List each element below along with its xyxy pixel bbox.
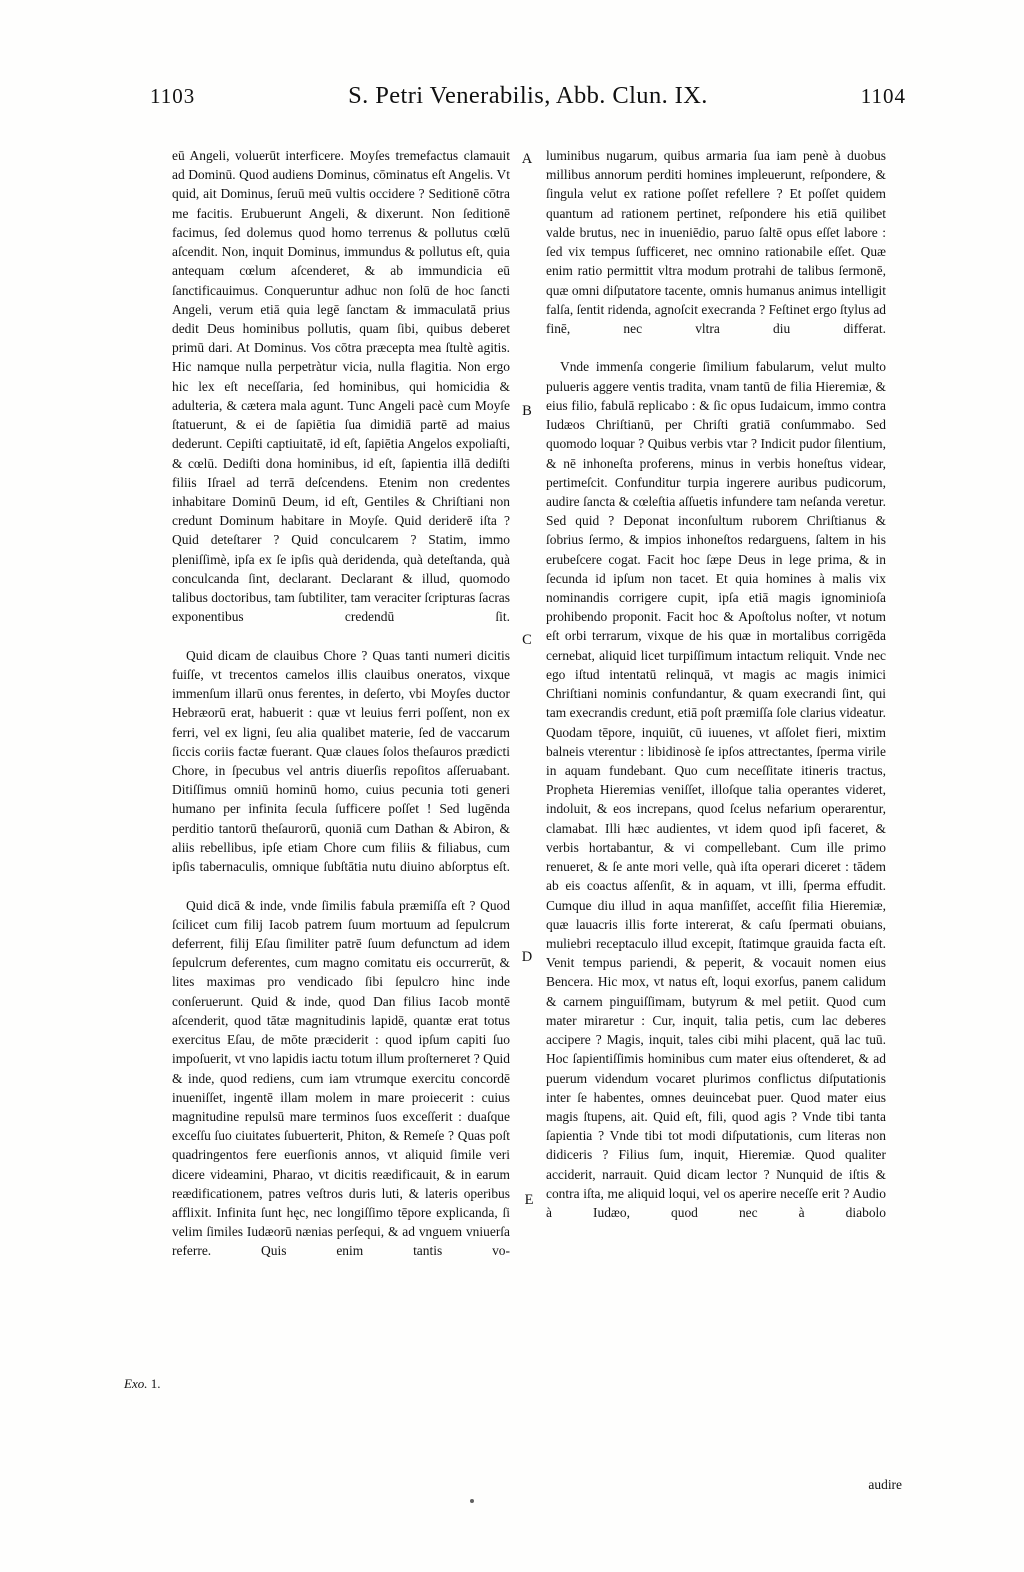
- paragraph: Quid dicā & inde, vnde ſimilis fabula præmiſſa eſt ? Quod ſcilicet cum filij Iacob patrem ſuum mortuum ad ſepulcrum deferrent, filij Eſau ſimiliter patrē ſuum defunctum ad idem ſepulcrum deferentes, cum magno comitatu eis occurrerūt, & lites maximas pro vendicado ſibi ſepulcro hinc inde conſeruerunt. Quid & inde, quod Dan filius Iacob montē aſcenderit, quod tātæ magnitudinis lapidē, quantæ erat totus exercitus Eſau, de mōte præciderit : quod ipſum capiti ſuo impoſuerit, vt vno lapidis iactu totum illum proſterneret ? Quid & inde, quod rediens, cum iam vtrumque exercitu concordē inueniſſet, ingentē illam molem in mare proiecerit : cuius magnitudine repulsū mare terminos ſuos exceſſerit : duaſque exceſſu ſuo ciuitates ſubuerterit, Phiton, & Remeſe ? Quas poſt quadringentos fere euerſionis annos, vt aliquid ſimile veri dicere videamini, Pharao, vt dicitis reædificauit, & in earum reædificationem, patres veſtros duris luti, & lateris operibus afflixit. Infinita ſunt hęc, nec longiſſimo tēpore explicanda, ſi velim ſimiles Iudæorū nænias perſequi, & ad vnguem vniuerſa referre. Quis enim tantis vo-: [172, 897, 510, 1259]
- paragraph: Quid dicam de clauibus Chore ? Quas tanti numeri dicitis fuiſſe, vt trecentos camelos illis clauibus oneratos, vixque immenſum illarū onus ferentes, in deſerto, vbi Moyſes ductor Hebræorū erat, habuerit : quæ vt leuius ferri poſſent, non ex ferri, vel ex ligni, ſeu alia qualibet materie, ſed de vaccarum ſiccis coriis factæ fuerant. Quæ claues ſolos theſauros prædicti Chore, in ſpecubus vel antris diuerſis repoſitos aſſeruabant. Ditiſſimus omniū hominū homo, cuius pecunia toti generi humano per infinita ſecula ſufficere poſſet ! Sed lugēnda perditio tantorū theſaurorū, quoniā cum Dathan & Abiron, & aliis rebellibus, ipſe etiam Chore cum filiis & filiabus, cum ipſis tabernaculis, omnique ſubſtātia nutu diuino abſorptus eſt.: [172, 647, 510, 875]
- running-head: [150, 82, 906, 118]
- catchword: audire: [868, 1477, 902, 1492]
- folio-number-left: 1103: [150, 84, 196, 108]
- margin-reference-number: 1.: [150, 1376, 161, 1391]
- margin-reference: [124, 1377, 160, 1390]
- column-left: [172, 146, 510, 1280]
- page-title: S. Petri Venerabilis, Abb. Clun. IX.: [348, 82, 708, 109]
- section-marker-d: D: [521, 949, 533, 965]
- text-body: [0, 146, 1024, 1466]
- column-right: [546, 146, 886, 1241]
- section-marker-b: B: [522, 403, 532, 419]
- section-marker-a: A: [521, 151, 533, 167]
- section-marker-e: E: [524, 1192, 534, 1208]
- folio-number-right: 1104: [860, 84, 906, 108]
- paragraph: luminibus nugarum, quibus armaria ſua iam penè à duobus millibus annorum perditi homines impleuerunt, reſpondere, & ſingula velut ex ratione poſſet refellere ? Et poſſet quidem quantum ad rationem pertinet, reſpondere his etiā quilibet valde brutus, nec in inueniēdio, paruo ſaltē opus eſſet labore : ſed vix tempus ſufficeret, nec omnino rationabile eſſet. Quæ enim ratio permittit vltra modum protrahi de talibus ſermonē, quæ omni diſputatore tacente, omnis humanus animus intelligit falſa, ſentit ridenda, agnoſcit execranda ? Feſtinet ergo ſtylus ad finē, nec vltra diu differat.: [546, 148, 886, 336]
- section-marker-c: C: [522, 632, 532, 648]
- paragraph: eū Angeli, voluerūt interficere. Moyſes tremefactus clamauit ad Dominū. Quod audiens Dominus, cōminatus eſt Angelis. Vt quid, ait Dominus, ſeruū meū vultis occidere ? Seditionē cōtra me facitis. Erubuerunt Angeli, & dixerunt. Non ſeditionē facimus, ſed dolemus quod homo terrenus & pollutus cœlū aſcendit. Non, inquit Dominus, immundus & pollutus eſt, quia antequam cœlum aſcenderet, & ab immundicia eū ſanctificauimus. Conqueruntur adhuc non ſolū de hoc ſancti Angeli, verum etiā quia legē ſanctam & immaculatā prius dedit Deus hominibus pollutis, quam ſibi, quibus deberet primū dari. At Dominus. Vos cōtra præcepta mea ſtultè agitis. Hic namque nulla perpetràtur vicia, nulla flagitia. Non ergo hic lex eſt neceſſaria, ſed hominibus, qui homicidia & adulteria, & cætera mala agunt. Tunc Angeli pacè cum Moyſe ſtatuerunt, & ei de ſapiētia ſua dimidiā partē ad maius dederunt. Cepiſti captiuitatē, id eſt, ſapiētia Angelos expoliaſti, & cœlū. Dediſti dona hominibus, id eſt, ſapientia illā dediſti filiis Iſrael ad terrā deſcendens. Etenim non credentes inhabitare Dominū Deum, id eſt, Gentiles & Chriſtiani non credunt Dominum habitare in Moyſe. Quid deriderē iſta ? Quid deteſtarer ? Quid conculcarem ? Statim, immo pleniſſimè, ipſa ex ſe ipſis quà deridenda, quà deteſtanda, quà conculcanda ſint, declarant. Declarant & illud, quomodo talibus doctoribus, tam ſubtiliter, tam veraciter ſcripturas ſacras exponentibus credendū ſit.: [172, 148, 510, 625]
- ink-speck: [470, 1499, 474, 1503]
- paragraph: Vnde immenſa congerie ſimilium fabularum, velut multo pulueris aggere ventis tradita, vnam tantū de filia Hieremiæ, & eius filio, fabulā replicabo : & ſic opus Iudaicum, immo contra Iudæos Chriſtianū, per Chriſti gratiā conſummabo. Sed quomodo loquar ? Quibus verbis vtar ? Indicit pudor ſilentium, & nē inhoneſta proferens, minus in verbis honeſtus videar, pertimeſcit. Confunditur turpia ingerere auribus pudicorum, audire ſancta & cœleſtia aſſuetis infundere tam neſanda veretur. Sed quid ? Deponat inconſultum ruborem Chriſtianus & ſobrius ſermo, & impios inhoneſtos redarguens, ſaltem in his erubeſcere cogat. Facit hoc ſæpe Deus in lege prima, & in ſecunda id ipſum non tacet. Et quia homines à malis vix nominandis corrigere cupit, ipſa etiā magis ignominioſa prohibendo proponit. Facit hoc & Apoſtolus noſter, vt notum eſt orbi terrarum, vixque de his quæ in mortalibus corrigēda cernebat, aliquid licet turpiſſimum intactum reliquit. Vnde nec ego iſtud intentatū relinquā, vt magis ac magis inimici Chriſtiani nominis confundantur, & quam execrandi ſint, qui tam execrandis credunt, etiā poſt præmiſſa ſole clarius videatur. Quodam tēpore, inquiūt, cū iuuenes, vt aſſolet fieri, mixtim balneis vterentur : libidinosè ſe ipſos attrectantes, ſperma virile in aquam fundebant. Quo cum neceſſitate itineris tractus, Propheta Hieremias veniſſet, illoſque talia operantes videret, indoluit, & eos increpans, quod ſcelus nefarium operarentur, clamabat. Illi hæc audientes, vt idem quod ipſi faceret, & verbis hortabantur, & vi compellebant. Cum ille primo renueret, & ſe ante mori velle, quà iſta operari diceret : tādem ab eis coactus aſſenſit, & in aquam, vt illi, ſperma effudit. Cumque diu illud in aqua manſiſſet, acceſſit filia Hieremiæ, quæ lauacris illis forte intererat, & caſu ſpermati obuians, muliebri receptaculo illud excepit, ſtatimque grauida facta eſt. Venit tempus pariendi, & peperit, & vocauit nomen eius Bencera. Hic mox, vt natus eſt, loqui exorſus, panem calidum & carnem pinguiſſimam, butyrum & mel petiit. Quod cum mater miraretur : Cur, inquit, talia petis, cum lac deberes accipere ? Magis, inquit, tales cibi mihi placent, quā lac tuū. Hoc ſapientiſſimis hominibus cum mater eius oſtenderet, & ad puerum videndum vocaret plurimos conflictus diſputationis inter ſe habentes, omnes deuincebat puer. Quod mater eius magis ſtupens, ait. Quid eſt, fili, quod agis ? Vnde tibi tanta ſapientia ? Vnde tibi tot modi diſputationis, cum literas non didiceris ? Filius ſum, inquit, Hieremiæ. Quod qualiter acciderit, narrauit. Quid dicam lector ? Nunquid de iſtis & contra iſta, me aliquid loqui, vel os aperire neceſſe erit ? Audio à Iudæo, quod nec à diabolo: [546, 359, 886, 1221]
- margin-reference-book: Exo.: [124, 1376, 148, 1391]
